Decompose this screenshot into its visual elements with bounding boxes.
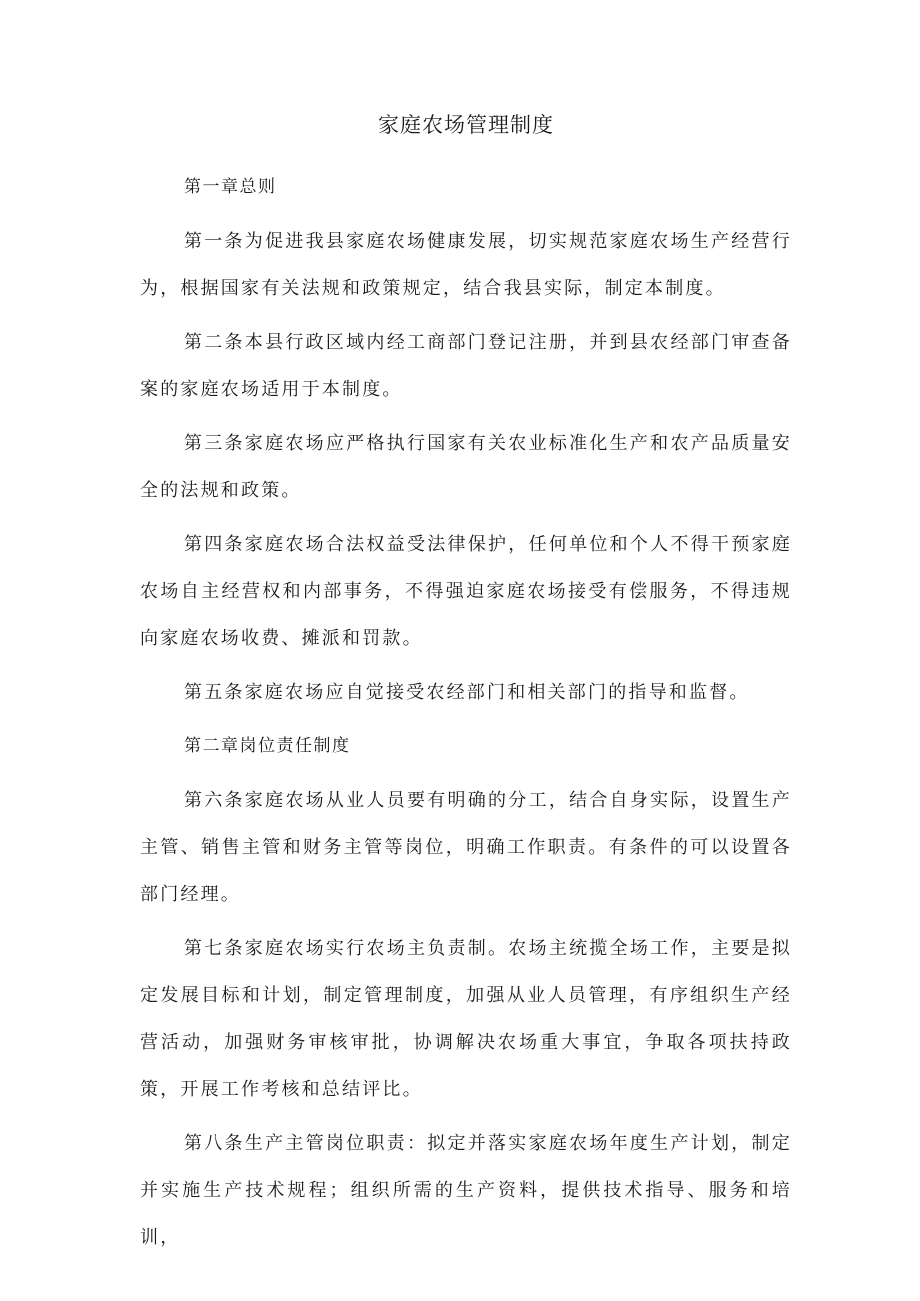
chapter-heading: 第二章岗位责任制度 bbox=[184, 736, 351, 756]
article-paragraph: 第一条为促进我县家庭农场健康发展，切实规范家庭农场生产经营行为，根据国家有关法规和政策规定，结合我县实际，制定本制度。 bbox=[140, 231, 792, 299]
article-paragraph: 第二条本县行政区域内经工商部门登记注册，并到县农经部门审查备案的家庭农场适用于本制度。 bbox=[140, 332, 792, 400]
article-paragraph: 第八条生产主管岗位职责：拟定并落实家庭农场年度生产计划，制定并实施生产技术规程；组织所需的生产资料，提供技术指导、服务和培训， bbox=[140, 1133, 792, 1248]
chapter-heading: 第一章总则 bbox=[184, 177, 277, 197]
document-title: 家庭农场管理制度 bbox=[378, 113, 554, 137]
article-paragraph: 第五条家庭农场应自觉接受农经部门和相关部门的指导和监督。 bbox=[184, 682, 750, 703]
article-paragraph: 第六条家庭农场从业人员要有明确的分工，结合自身实际，设置生产主管、销售主管和财务主管等岗位，明确工作职责。有条件的可以设置各部门经理。 bbox=[140, 790, 792, 905]
article-paragraph: 第三条家庭农场应严格执行国家有关农业标准化生产和农产品质量安全的法规和政策。 bbox=[140, 433, 792, 501]
article-paragraph: 第七条家庭农场实行农场主负责制。农场主统揽全场工作，主要是拟定发展目标和计划，制定管理制度，加强从业人员管理，有序组织生产经营活动，加强财务审核审批，协调解决农场重大事宜，争取各项扶持政策，开展工作考核和总结评比。 bbox=[140, 938, 792, 1100]
article-paragraph: 第四条家庭农场合法权益受法律保护，任何单位和个人不得干预家庭农场自主经营权和内部事务，不得强迫家庭农场接受有偿服务，不得违规向家庭农场收费、摊派和罚款。 bbox=[140, 534, 792, 649]
document-page bbox=[140, 110, 792, 1268]
